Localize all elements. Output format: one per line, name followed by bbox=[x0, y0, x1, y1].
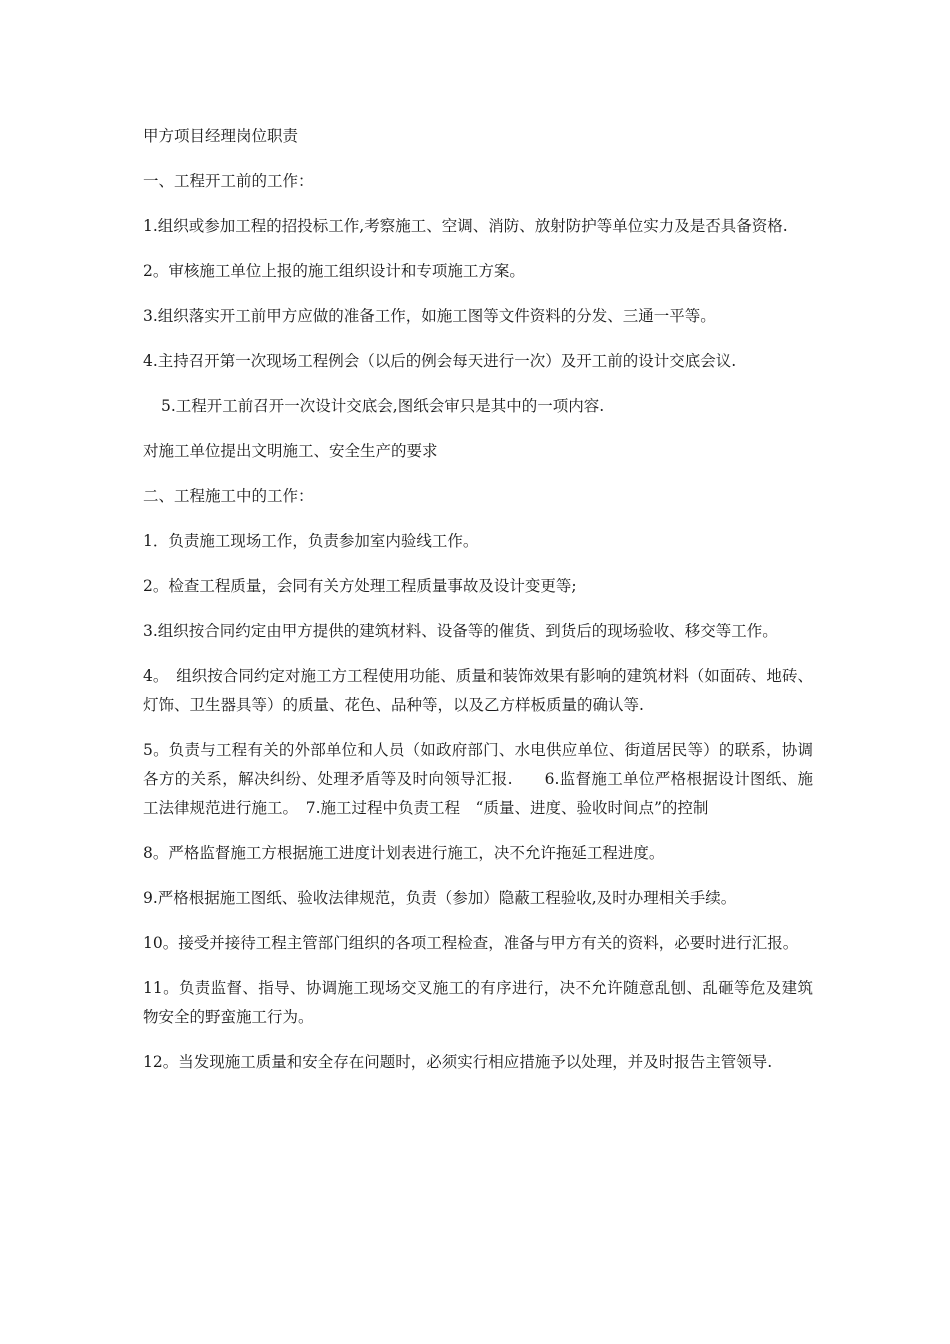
paragraph-item-b1: 1．负责施工现场工作，负责参加室内验线工作。 bbox=[143, 532, 479, 550]
paragraph-safety-requirement: 对施工单位提出文明施工、安全生产的要求 bbox=[143, 442, 438, 460]
paragraph-item-b11: 11。负责监督、指导、协调施工现场交叉施工的有序进行，决不允许随意乱刨、乱砸等危及建筑物安全的野蛮施工行为。 bbox=[143, 979, 813, 1026]
paragraph-item-b8: 8。严格监督施工方根据施工进度计划表进行施工，决不允许拖延工程进度。 bbox=[143, 844, 665, 862]
paragraph-item-b5: 5。负责与工程有关的外部单位和人员（如政府部门、水电供应单位、街道居民等）的联系，协调各方的关系，解决纠纷、处理矛盾等及时向领导汇报. 6.监督施工单位严格根据设计图纸、施工法律规范进行施工。 7.施工过程中负责工程 “质量、进度、验收时间点”的控制 bbox=[143, 741, 813, 817]
section-heading-during-construction: 二、工程施工中的工作： bbox=[143, 487, 314, 505]
paragraph-item-1: 1.组织或参加工程的招投标工作,考察施工、空调、消防、放射防护等单位实力及是否具备资格. bbox=[143, 217, 788, 235]
section-heading-before-start: 一、工程开工前的工作： bbox=[143, 172, 314, 190]
paragraph-item-b4: 4。 组织按合同约定对施工方工程使用功能、质量和装饰效果有影响的建筑材料（如面砖、地砖、灯饰、卫生器具等）的质量、花色、品种等，以及乙方样板质量的确认等. bbox=[143, 667, 813, 714]
paragraph-item-5: 5.工程开工前召开一次设计交底会,图纸会审只是其中的一项内容. bbox=[161, 397, 605, 415]
document-title: 甲方项目经理岗位职责 bbox=[143, 127, 299, 145]
paragraph-item-b10: 10。接受并接待工程主管部门组织的各项工程检查，准备与甲方有关的资料，必要时进行汇报。 bbox=[143, 934, 799, 952]
paragraph-item-b9: 9.严格根据施工图纸、验收法律规范，负责（参加）隐蔽工程验收,及时办理相关手续。 bbox=[143, 889, 737, 907]
paragraph-item-3: 3.组织落实开工前甲方应做的准备工作，如施工图等文件资料的分发、三通一平等。 bbox=[143, 307, 716, 325]
document-body bbox=[143, 122, 813, 1093]
paragraph-item-2: 2。审核施工单位上报的施工组织设计和专项施工方案。 bbox=[143, 262, 525, 280]
paragraph-item-b3: 3.组织按合同约定由甲方提供的建筑材料、设备等的催货、到货后的现场验收、移交等工作。 bbox=[143, 622, 778, 640]
paragraph-item-4: 4.主持召开第一次现场工程例会（以后的例会每天进行一次）及开工前的设计交底会议. bbox=[143, 352, 737, 370]
paragraph-item-b12: 12。当发现施工质量和安全存在问题时，必须实行相应措施予以处理，并及时报告主管领导. bbox=[143, 1053, 773, 1071]
paragraph-item-b2: 2。检查工程质量，会同有关方处理工程质量事故及设计变更等; bbox=[143, 577, 577, 595]
